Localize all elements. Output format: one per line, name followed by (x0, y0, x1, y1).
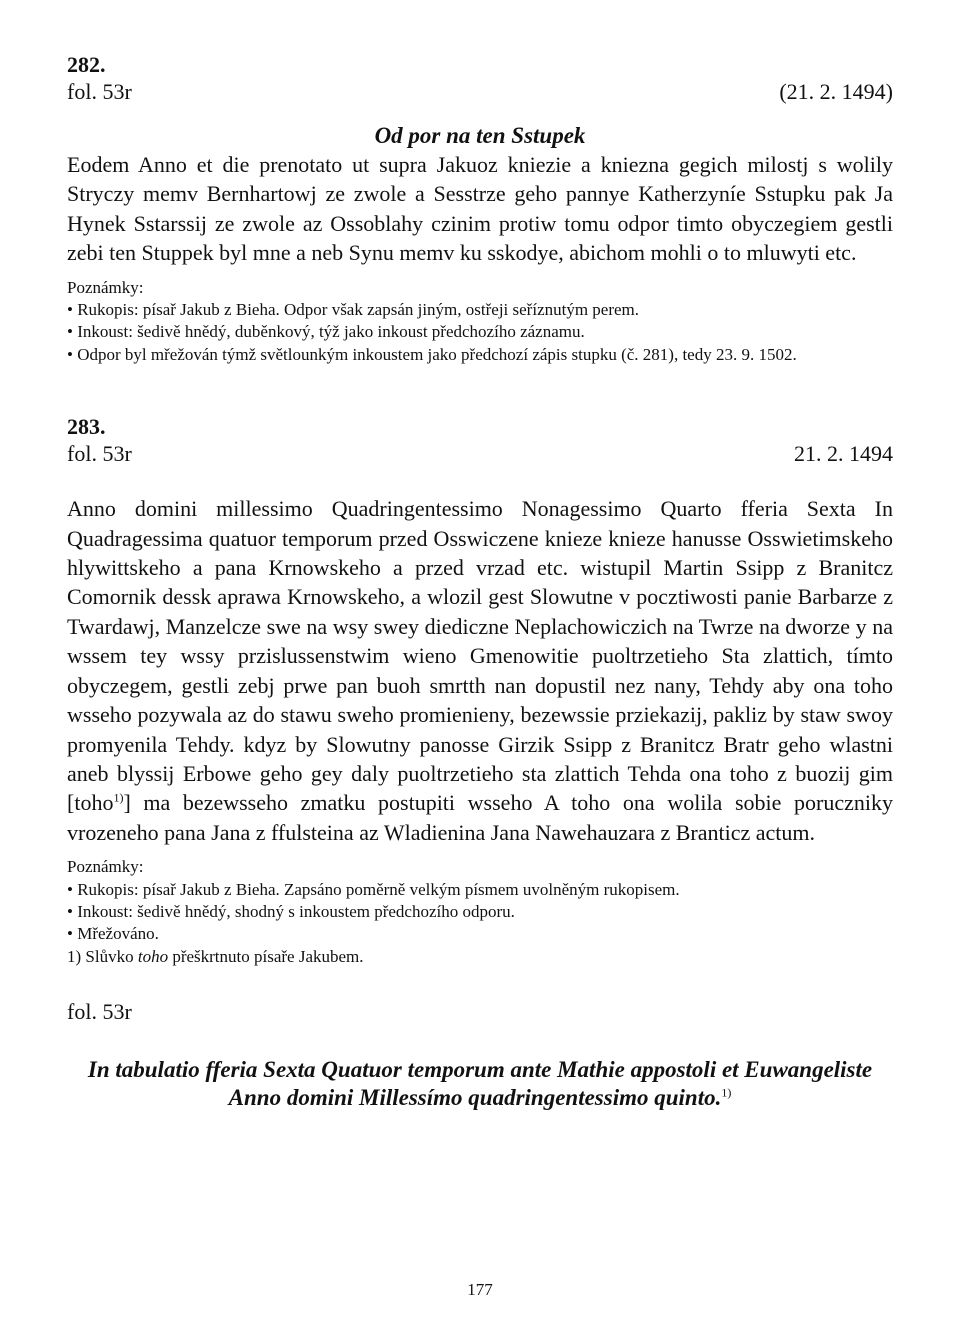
notes-block (67, 856, 893, 968)
folio-line (67, 440, 893, 468)
note-item: • Odpor byl mřežován týmž světlounkým inkoustem jako předchozí zápis stupku (č. 281), tedy 23. 9. 1502. (67, 344, 797, 364)
trailer-title-text: Anno domini Millessímo quadringentessimo quinto. (228, 1085, 722, 1111)
trailer-title (67, 1056, 893, 1112)
footnote-marker: 1) (113, 790, 124, 805)
entry-body: Eodem Anno et die prenotato ut supra Jakuoz kniezie a kniezna gegich milostj s wolily Stryczy memv Bernhartowj ze zwole a Sesstrze geho pannye Katherzyníe Sstupku pak Ja Hynek Sstarssij ze zwole az Ossoblahy czinim protiw tomu odpor timto obyczegiem gestli zebi ten Stuppek byl mne a neb Synu memv ku sskodye, abichom mohli o to mluwyti etc. (67, 152, 893, 266)
entry-body (67, 494, 893, 847)
note-item: • Rukopis: písař Jakub z Bieha. Odpor však zapsán jiným, ostřeji seříznutým perem. (67, 300, 640, 320)
trailer-title-line: In tabulatio fferia Sexta Quatuor temporum ante Mathie appostoli et Euwangeliste (87, 1057, 873, 1083)
trailer-section (67, 998, 893, 1112)
footnote (67, 946, 893, 968)
entry-body-text: Anno domini millessimo Quadringentessimo Nonagessimo Quarto fferia Sexta In Quadragessima quatuor temporum przed Osswiczene knieze knieze hanusse Osswietimskeho hlywittskeho a pana Krnowskeho a przed vrzad etc. wistupil Martin Ssipp z Branitcz Comornik dessk aprawa Krnowskeho, a wlozil gest Slowutne v pocztiwosti panie Barbarze z Twardawj, Manzelcze swe na wsy swey diediczne Neplachowiczich na Twrze na dworze y na wssem tey wssy przislussenstwim wieno Gmenowitie puoltrzetieho Sta zlattich, tímto obyczegem, gestli zebj prwe pan buoh smrtth nan dopustil nez nany, Tehdy aby ona toho wsseho pozywala az do stawu sweho promienieny, bezewssie prziekazij, pakliz by staw swoy promyenila Tehdy. kdyz by Slowutny panosse Girzik Ssipp z Branitcz Bratr geho wlastni aneb blyssij Erbowe geho gey daly puoltrzetieho sta zlattich Tehda ona toho z buozij gim [toho (67, 496, 893, 816)
note-item: • Inkoust: šedivě hnědý, duběnkový, týž jako inkoust předchozího záznamu. (67, 322, 585, 342)
footnote-marker: 1) (721, 1085, 732, 1100)
notes-label: Poznámky: (67, 277, 144, 297)
trailer-title-line (67, 1084, 893, 1112)
entry-body-text-continued: ] ma bezewsseho zmatku postupiti wsseho A toho ona wolila sobie poruczniky vrozeneho pana Jana z ffulsteina az Wladienina Jana Nawehauzara z Branticz actum. (67, 790, 893, 845)
page-number: 177 (467, 1280, 493, 1299)
notes-block (67, 277, 893, 367)
folio-label: fol. 53r (67, 79, 132, 104)
entry-282 (67, 52, 893, 366)
notes-label: Poznámky: (67, 857, 144, 877)
note-item: • Inkoust: šedivě hnědý, shodný s inkoustem předchozího odporu. (67, 901, 515, 921)
folio-line (67, 998, 893, 1026)
document-page (67, 52, 893, 1112)
footnote-number: 1) Slůvko (67, 946, 138, 966)
entry-283 (67, 414, 893, 968)
entry-number: 282. (67, 52, 106, 77)
folio-label: fol. 53r (67, 441, 132, 467)
entry-date: (21. 2. 1494) (779, 79, 893, 104)
folio-line (67, 78, 893, 106)
entry-date: 21. 2. 1494 (794, 441, 893, 467)
footnote-rest: přeškrtnuto písaře Jakubem. (168, 946, 364, 966)
entry-heading: Od por na ten Sstupek (374, 123, 586, 148)
note-item: • Rukopis: písař Jakub z Bieha. Zapsáno poměrně velkým písmem uvolněným rukopisem. (67, 879, 680, 899)
folio-label: fol. 53r (67, 999, 132, 1025)
footnote-word: toho (137, 946, 169, 966)
entry-number: 283. (67, 414, 106, 440)
note-item: • Mřežováno. (67, 924, 159, 944)
